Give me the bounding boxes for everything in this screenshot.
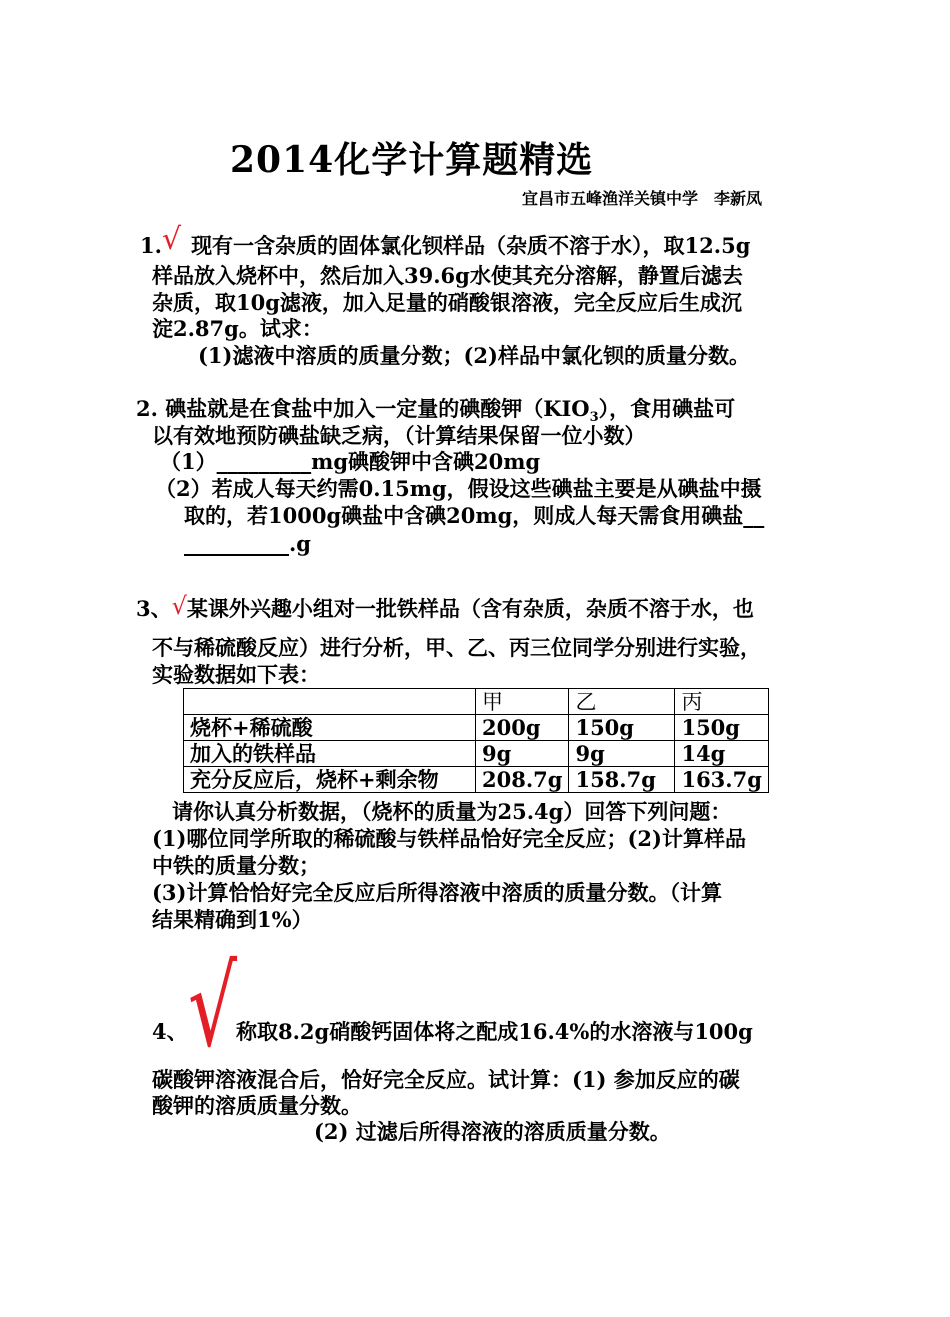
checkmark-icon: √: [188, 943, 238, 1071]
q3-line-8: 结果精确到1%）: [152, 907, 313, 932]
q2-subscript: 3: [589, 410, 599, 426]
q4-number: 4、: [152, 1019, 188, 1044]
checkmark-icon: √: [161, 222, 182, 257]
table-cell: 充分反应后，烧杯+剩余物: [184, 767, 476, 793]
q4-line-2: 碳酸钾溶液混合后，恰好完全反应。试计算：(1) 参加反应的碳: [152, 1067, 740, 1092]
table-row: [184, 715, 769, 741]
table-row: [184, 741, 769, 767]
q2-line-3: （1）_________mg碘酸钾中含碘20mg: [160, 449, 541, 474]
q3-line-3: 实验数据如下表：: [152, 662, 320, 687]
experiment-data-table: [183, 688, 769, 793]
q3-text-1: 某课外兴趣小组对一批铁样品（含有杂质，杂质不溶于水，也: [186, 596, 754, 621]
q1-number: 1.: [140, 233, 162, 258]
table-row: [184, 767, 769, 793]
q1-line-2: 样品放入烧杯中，然后加入39.6g水使其充分溶解，静置后滤去: [152, 263, 743, 288]
q2-line-2: 以有效地预防碘盐缺乏病，（计算结果保留一位小数）: [152, 423, 646, 448]
document-title: 2014化学计算题精选: [230, 139, 594, 181]
q2-text-1b: ），食用碘盐可: [598, 396, 736, 421]
table-cell: 9g: [476, 741, 569, 767]
table-cell: 9g: [569, 741, 675, 767]
table-cell: 163.7g: [675, 767, 768, 793]
q3-line-1: [136, 594, 754, 623]
table-cell: 150g: [569, 715, 675, 741]
table-header-cell: 丙: [675, 689, 768, 715]
table-cell: 烧杯+稀硫酸: [184, 715, 476, 741]
table-cell: 208.7g: [476, 767, 569, 793]
q3-number: 3、: [136, 596, 172, 621]
q2-line-6: __________.g: [184, 531, 311, 556]
q3-line-7: (3)计算恰恰好完全反应后所得溶液中溶质的质量分数。（计算: [152, 880, 722, 905]
table-header-cell: [184, 689, 476, 715]
q2-line-5: 取的，若1000g碘盐中含碘20mg，则成人每天需食用碘盐__: [184, 503, 765, 528]
author-line: 宜昌市五峰渔洋关镇中学 李新凤: [522, 189, 763, 208]
table-header-cell: 乙: [569, 689, 675, 715]
table-cell: 200g: [476, 715, 569, 741]
q3-line-2: 不与稀硫酸反应）进行分析，甲、乙、丙三位同学分别进行实验，: [152, 635, 761, 660]
q1-line-4: 淀2.87g。试求：: [152, 316, 323, 341]
checkmark-icon: √: [171, 592, 187, 620]
q2-line-4: （2）若成人每天约需0.15mg，假设这些碘盐主要是从碘盐中摄: [155, 476, 762, 501]
table-header-row: [184, 689, 769, 715]
table-cell: 加入的铁样品: [184, 741, 476, 767]
table-cell: 158.7g: [569, 767, 675, 793]
q1-line-3: 杂质，取10g滤液，加入足量的硝酸银溶液，完全反应后生成沉: [152, 290, 742, 315]
q2-text-1a: 2. 碘盐就是在食盐中加入一定量的碘酸钾（KIO: [136, 396, 590, 421]
q4-line-4: (2) 过滤后所得溶液的溶质质量分数。: [314, 1119, 671, 1144]
table-header-cell: 甲: [476, 689, 569, 715]
q3-line-5: (1)哪位同学所取的稀硫酸与铁样品恰好完全反应；(2)计算样品: [152, 826, 746, 851]
q1-line-1: [140, 222, 751, 260]
q1-line-5: (1)滤液中溶质的质量分数；(2)样品中氯化钡的质量分数。: [198, 343, 750, 368]
table-cell: 150g: [675, 715, 768, 741]
q3-line-6: 中铁的质量分数；: [152, 853, 320, 878]
q4-line-1: 称取8.2g硝酸钙固体将之配成16.4%的水溶液与100g: [236, 1019, 753, 1044]
q3-line-4: 请你认真分析数据，（烧杯的质量为25.4g）回答下列问题：: [172, 799, 732, 824]
table-cell: 14g: [675, 741, 768, 767]
q1-text-1: 现有一含杂质的固体氯化钡样品（杂质不溶于水），取12.5g: [191, 233, 751, 258]
q4-line-3: 酸钾的溶质质量分数。: [152, 1093, 362, 1118]
